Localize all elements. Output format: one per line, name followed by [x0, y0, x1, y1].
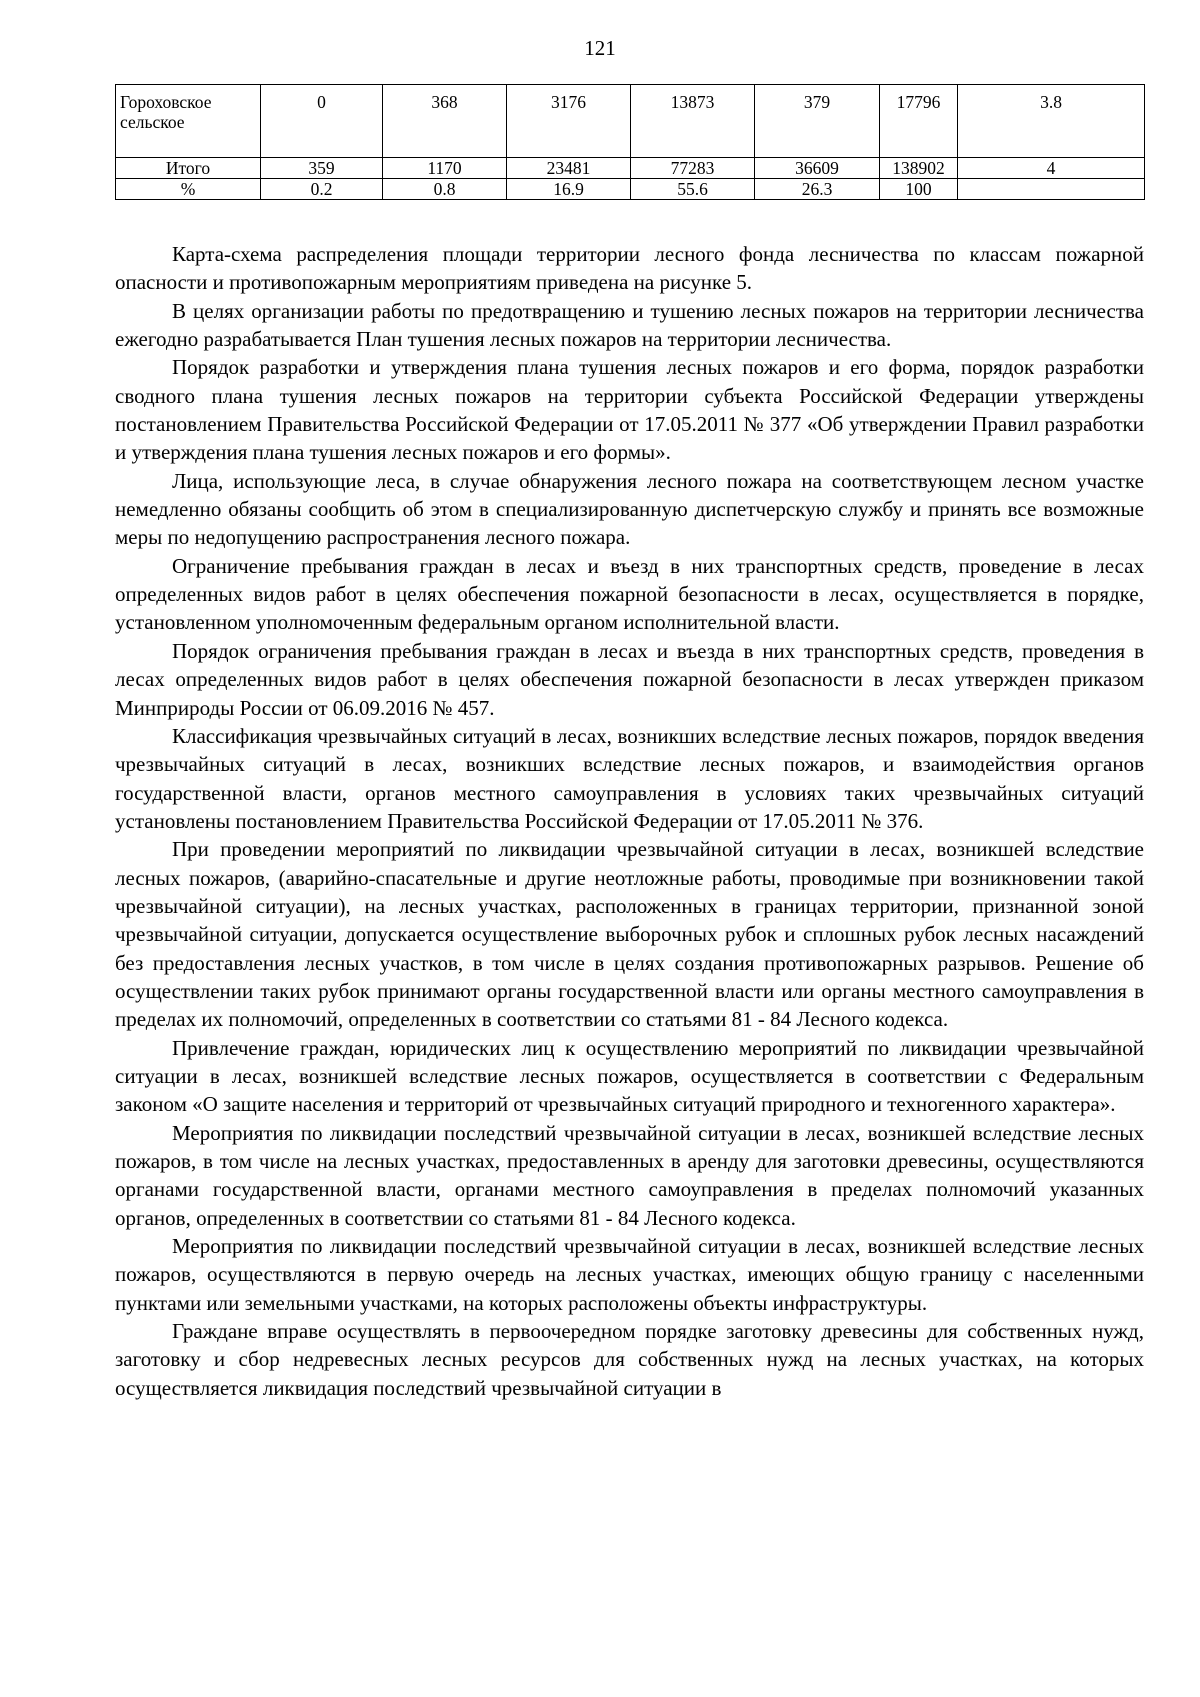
- table-cell: 77283: [631, 158, 755, 179]
- paragraph: Порядок ограничения пребывания граждан в лесах и въезда в них транспортных средств, проведения в лесах определенных видов работ в целях обеспечения пожарной безопасности в лесах утвержден приказом Минприроды России от 06.09.2016 № 457.: [115, 638, 1144, 720]
- paragraph: Привлечение граждан, юридических лиц к осуществлению мероприятий по ликвидации чрезвычайной ситуации в лесах, возникшей вследствие лесных пожаров, осуществляется в соответствии с Федеральным законом «О защите населения и территорий от чрезвычайных ситуаций природного и техногенного характера».: [115, 1035, 1144, 1117]
- table-cell: 0.2: [261, 179, 383, 200]
- table-cell-name: Итого: [116, 158, 261, 179]
- table-row-total: [116, 158, 1145, 179]
- table-cell: 36609: [755, 158, 880, 179]
- paragraph: В целях организации работы по предотвращению и тушению лесных пожаров на территории лесничества ежегодно разрабатывается План тушения лесных пожаров на территории лесничества.: [115, 298, 1144, 352]
- paragraph: При проведении мероприятий по ликвидации чрезвычайной ситуации в лесах, возникшей вследствие лесных пожаров, (аварийно-спасательные и другие неотложные работы, проводимые при возникновении такой чрезвычайной ситуации), на лесных участках, расположенных в границах территории, признанной зоной чрезвычайной ситуации, допускается осуществление выборочных рубок и сплошных рубок лесных насаждений без предоставления лесных участков, в том числе в целях создания противопожарных разрывов. Решение об осуществлении таких рубок принимают органы государственной власти или органы местного самоуправления в пределах их полномочий, определенных в соответствии со статьями 81 - 84 Лесного кодекса.: [115, 837, 1144, 1032]
- table-cell: 23481: [507, 158, 631, 179]
- table-cell: 3176: [507, 85, 631, 158]
- table-cell: 379: [755, 85, 880, 158]
- paragraph: Классификация чрезвычайных ситуаций в лесах, возникших вследствие лесных пожаров, порядок введения чрезвычайных ситуаций в лесах, возникших вследствие лесных пожаров, и взаимодействия органов государственной власти, органов местного самоуправления в условиях таких чрезвычайных ситуаций установлены постановлением Правительства Российской Федерации от 17.05.2011 № 376.: [115, 723, 1144, 833]
- table-row: [116, 85, 1145, 158]
- paragraph: Граждане вправе осуществлять в первоочередном порядке заготовку древесины для собственных нужд, заготовку и сбор недревесных лесных ресурсов для собственных нужд на лесных участках, на которых осуществляется ликвидация последствий чрезвычайной ситуации в: [115, 1319, 1144, 1400]
- table-row-percent: [116, 179, 1145, 200]
- table-cell: 0.8: [383, 179, 507, 200]
- page-number: 121: [584, 36, 616, 60]
- table-cell: 368: [383, 85, 507, 158]
- table-cell: 3.8: [958, 85, 1145, 158]
- table-cell: [958, 179, 1145, 200]
- table-cell: 0: [261, 85, 383, 158]
- table-cell: 13873: [631, 85, 755, 158]
- table-cell: 359: [261, 158, 383, 179]
- table-cell: 100: [880, 179, 958, 200]
- paragraph: Порядок разработки и утверждения плана тушения лесных пожаров и его форма, порядок разработки сводного плана тушения лесных пожаров на территории субъекта Российской Федерации утверждены постановлением Правительства Российской Федерации от 17.05.2011 № 377 «Об утверждении Правил разработки и утверждения плана тушения лесных пожаров и его формы».: [115, 355, 1144, 465]
- table-cell: 16.9: [507, 179, 631, 200]
- table-cell: 17796: [880, 85, 958, 158]
- body-text: [115, 240, 1144, 1402]
- paragraph: Мероприятия по ликвидации последствий чрезвычайной ситуации в лесах, возникшей вследствие лесных пожаров, осуществляются в первую очередь на лесных участках, имеющих общую границу с населенными пунктами или земельными участками, на которых расположены объекты инфраструктуры.: [115, 1234, 1144, 1315]
- table-cell: 26.3: [755, 179, 880, 200]
- table-cell: 55.6: [631, 179, 755, 200]
- paragraph: Ограничение пребывания граждан в лесах и въезд в них транспортных средств, проведение в лесах определенных видов работ в целях обеспечения пожарной безопасности в лесах, осуществляется в порядке, установленном уполномоченным федеральным органом исполнительной власти.: [115, 553, 1144, 635]
- table-cell-name: %: [116, 179, 261, 200]
- table-cell: 1170: [383, 158, 507, 179]
- paragraph: Карта-схема распределения площади территории лесного фонда лесничества по классам пожарной опасности и противопожарным мероприятиям приведена на рисунке 5.: [115, 242, 1144, 295]
- paragraph: Мероприятия по ликвидации последствий чрезвычайной ситуации в лесах, возникшей вследствие лесных пожаров, в том числе на лесных участках, предоставленных в аренду для заготовки древесины, осуществляются органами государственной власти, органами местного самоуправления в пределах полномочий указанных органов, определенных в соответствии со статьями 81 - 84 Лесного кодекса.: [115, 1120, 1144, 1230]
- table-cell-name: Гороховское сельское: [116, 85, 261, 158]
- fire-class-table: [115, 84, 1145, 200]
- paragraph: Лица, использующие леса, в случае обнаружения лесного пожара на соответствующем лесном участке немедленно обязаны сообщить об этом в специализированную диспетчерскую службу и принять все возможные меры по недопущению распространения лесного пожара.: [115, 468, 1144, 550]
- table-cell: 4: [958, 158, 1145, 179]
- table-cell: 138902: [880, 158, 958, 179]
